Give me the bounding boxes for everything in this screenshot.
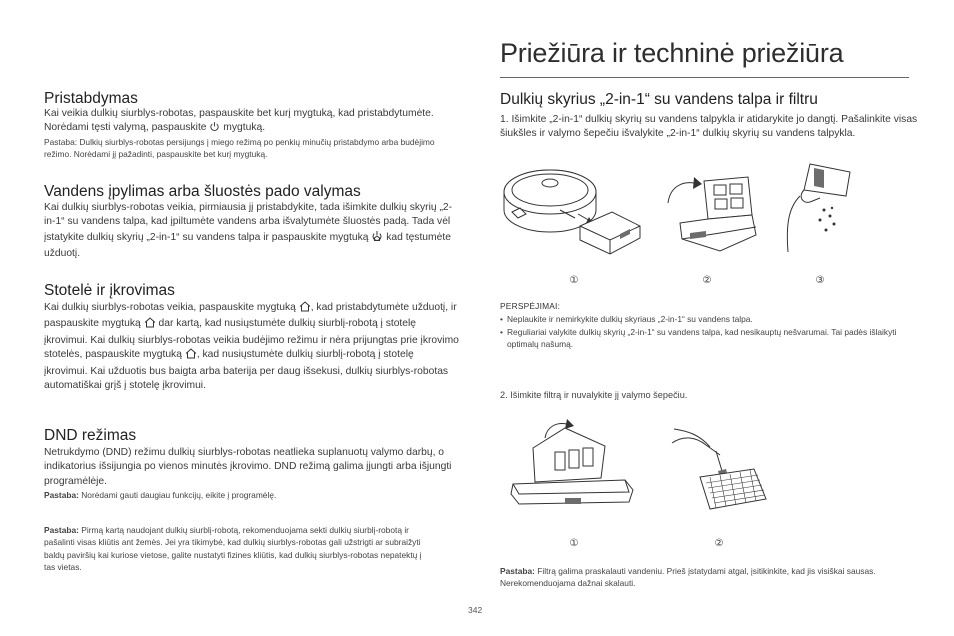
dnd-text: Netrukdymo (DND) režimu dulkių siurblys-robotas neatlieka suplanuotų valymo darbų, o indikatorius išsijungia po vienos minutės įkrovimo. DND režimą galima įjungti arba išjungti programėlėje. xyxy=(44,447,452,487)
figure-label-2: ② xyxy=(714,538,724,549)
dock-text: Kai dulkių siurblys-robotas veikia, paspauskite mygtuką , kad pristabdytumėte užduotį, ir paspauskite mygtuką dar kartą, kad nusiųstumėte dulkių siurblį-robotą į stotelę įkrovimui. Kai dulkių siurblys-robotas veikia budėjimo režimu ir nėra prijungtas prie įkrovimo stotelės, paspauskite mygtuką , kad nusiųstumėte dulkių siurblį-robotą į stotelę įkrovimui. Kai užduotis bus baigta arba baterija per daug išsekusi, dulkių siurblys-robotas automatiškai grįš į stotelę įkrovimui. xyxy=(44,302,459,392)
step1-text: 1. Išimkite „2-in-1“ dulkių skyrių su vandens talpykla ir atidarykite jo dangtį. Pašalinkite visas šiukšles ir valymo šepečiu išvalykite „2-in-1“ dulkių skyrių su vandens talpykla. xyxy=(500,114,918,140)
page-title: Priežiūra ir techninė priežiūra xyxy=(500,38,844,68)
pause-text: Kai veikia dulkių siurblys-robotas, paspauskite bet kurį mygtuką, kad pristabdytumėte. Norėdami tęsti valymą, paspauskite mygtuką. xyxy=(44,107,459,138)
pause-note: Pastaba: Dulkių siurblys-robotas persijungs į miego režimą po penkių minučių pristabdymo arba budėjimo režimo. Norėdami jį pažadinti, paspauskite bet kurį mygtuką. xyxy=(44,137,435,160)
title-divider xyxy=(500,77,909,78)
figure-empty-dust xyxy=(780,160,860,260)
warnings-title: PERSPĖJIMAI: xyxy=(500,301,561,311)
figure-label-1: ① xyxy=(569,538,579,549)
home-icon xyxy=(144,317,156,333)
home-icon xyxy=(185,348,197,364)
power-home-icon xyxy=(371,230,383,247)
step2-text: 2. Išimkite filtrą ir nuvalykite jį valymo šepečiu. xyxy=(500,390,688,400)
filter-note: Pastaba: Filtrą galima praskalauti vandeniu. Prieš įstatydami atgal, įsitikinkite, kad jis visiškai sausas. Nerekomenduojama dažnai skalauti. xyxy=(500,566,876,589)
dock-heading: Stotelė ir įkrovimas xyxy=(44,282,175,299)
pause-heading: Pristabdymas xyxy=(44,90,138,107)
figure-label-3: ③ xyxy=(815,275,825,286)
dnd-heading: DND režimas xyxy=(44,427,137,444)
figure-brush-filter xyxy=(670,425,780,520)
figure-remove-bin xyxy=(500,166,650,266)
figure-label-1: ① xyxy=(569,275,579,286)
figure-label-2: ② xyxy=(702,275,712,286)
warning-item: • Reguliariai valykite dulkių skyrių „2-in-1“ su vandens talpa, kad nesikauptų nešvarumai. Tai padės išlaikyti optimalų našumą. xyxy=(500,327,897,349)
page-number: 342 xyxy=(468,605,483,615)
figure-open-lid xyxy=(660,175,760,265)
warning-item: • Neplaukite ir nemirkykite dulkių skyriaus „2-in-1“ su vandens talpa. xyxy=(500,314,753,324)
dnd-note: Pastaba: Norėdami gauti daugiau funkcijų, eikite į programėlę. xyxy=(44,490,277,500)
figure-remove-filter xyxy=(505,418,640,523)
final-note: Pastaba: Pirmą kartą naudojant dulkių siurblį-robotą, rekomenduojama sekti dulkių siurblį-robotą ir pašalinti visas kliūtis ant žemės. Jei yra tikimybė, kad dulkių siurblys-robotas gali užstrigti ar subraižyti baldų paviršių kai kuriose vietose, galite nustatyti fizines kliūtis, kad dulkių siurblys-robotas nepatektų į tas vietas. xyxy=(44,525,422,573)
home-icon xyxy=(299,301,311,317)
water-text: Kai dulkių siurblys-robotas veikia, pirmiausia jį pristabdykite, tada išimkite dulkių skyrių „2-in-1“ su vandens talpa, kad įpiltumėte vandens arba išvalytumėte šluostės padą. Tada vėl įstatykite dulkių skyrių „2-in-1“ su vandens talpa ir paspauskite mygtuką kad tęstumėte užduotį. xyxy=(44,202,453,260)
section-heading: Dulkių skyrius „2-in-1“ su vandens talpa ir filtru xyxy=(500,91,818,108)
water-heading: Vandens įpylimas arba šluostės pado valymas xyxy=(44,183,361,200)
